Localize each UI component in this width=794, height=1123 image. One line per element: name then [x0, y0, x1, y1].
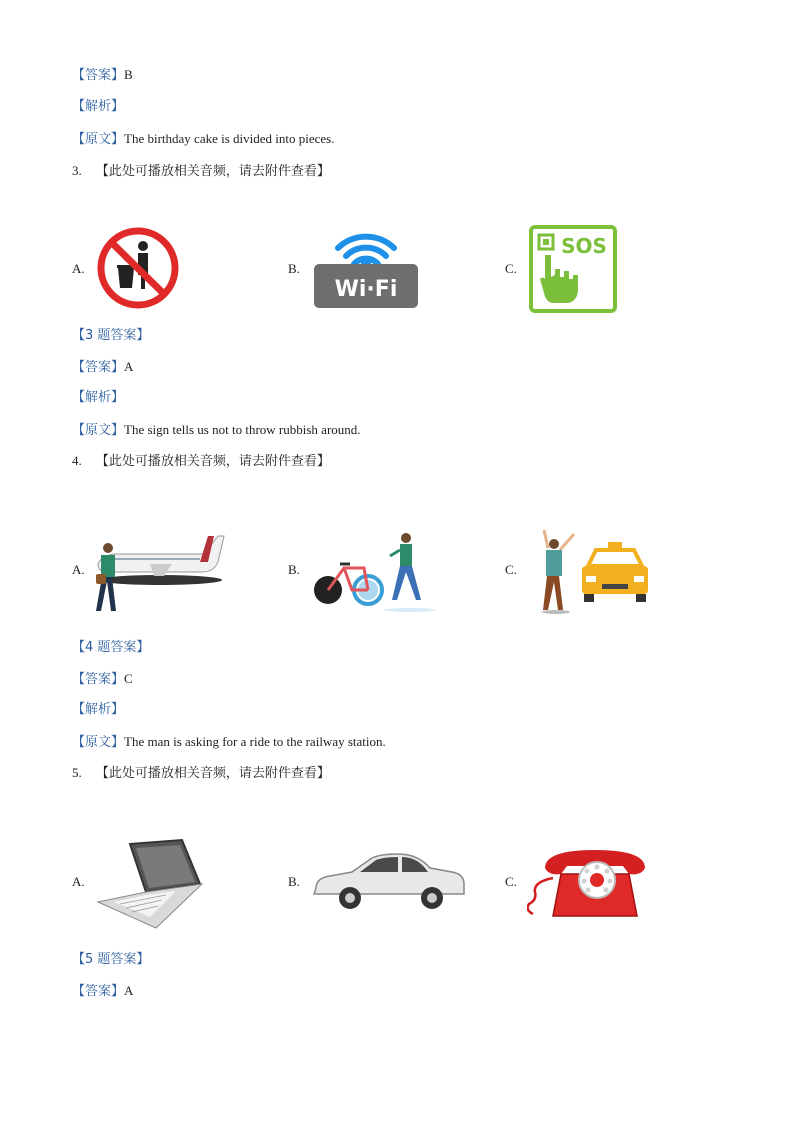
- answer-label: 【答案】: [72, 360, 125, 375]
- wifi-sign-icon: [312, 226, 420, 310]
- analysis-label: 【解析】: [72, 390, 125, 405]
- answer-header-4: [72, 639, 149, 657]
- audio-prompt: 【此处可播放相关音频，请去附件查看】: [95, 454, 330, 469]
- answer-header: 【4 题答案】: [72, 640, 150, 655]
- original-row-prev: [72, 130, 334, 149]
- analysis-row-3: [72, 389, 124, 407]
- bicycle-walker-icon: [310, 528, 440, 616]
- option-a-label: A.: [72, 261, 85, 276]
- original-label: 【原文】: [72, 423, 125, 438]
- answer-row-3: [72, 358, 133, 377]
- answer-row-4: [72, 670, 133, 689]
- laptop-icon: [96, 838, 204, 932]
- option-b-label: B.: [288, 562, 300, 577]
- original-row-4: [72, 733, 386, 752]
- analysis-row-4: [72, 701, 124, 719]
- option-b-label: B.: [288, 874, 300, 889]
- airplane-traveler-icon: [90, 528, 226, 618]
- option-a-label: A.: [72, 562, 85, 577]
- answer-value: A: [124, 359, 134, 374]
- answer-row-5: [72, 982, 133, 1001]
- option-c-label: C.: [505, 874, 517, 889]
- no-littering-icon: [96, 226, 180, 310]
- answer-label: 【答案】: [72, 672, 125, 687]
- analysis-row-prev: [72, 98, 124, 116]
- answer-header-3: [72, 327, 149, 345]
- answer-label: 【答案】: [72, 984, 125, 999]
- original-row-3: [72, 421, 361, 440]
- answer-label: 【答案】: [72, 68, 125, 83]
- wifi-text: Wi·Fi: [334, 277, 398, 302]
- analysis-label: 【解析】: [72, 702, 125, 717]
- question-4: [72, 452, 330, 471]
- sos-button-icon: [529, 225, 617, 313]
- analysis-label: 【解析】: [72, 99, 125, 114]
- answer-header: 【5 题答案】: [72, 952, 150, 967]
- original-label: 【原文】: [72, 132, 125, 147]
- original-text: The birthday cake is divided into pieces.: [124, 131, 335, 146]
- sos-text: SOS: [561, 234, 607, 258]
- car-icon: [312, 850, 466, 914]
- option-b-label: B.: [288, 261, 300, 276]
- audio-prompt: 【此处可播放相关音频，请去附件查看】: [95, 164, 330, 179]
- question-number: 3.: [72, 163, 82, 178]
- option-a-label: A.: [72, 874, 85, 889]
- original-text: The sign tells us not to throw rubbish around.: [124, 422, 361, 437]
- taxi-hailing-icon: [534, 526, 650, 618]
- audio-prompt: 【此处可播放相关音频，请去附件查看】: [95, 766, 330, 781]
- rotary-telephone-icon: [527, 846, 653, 920]
- question-5: [72, 764, 330, 783]
- question-number: 5.: [72, 765, 82, 780]
- option-c-label: C.: [505, 562, 517, 577]
- answer-header: 【3 题答案】: [72, 328, 150, 343]
- answer-header-5: [72, 951, 149, 969]
- question-3: [72, 162, 330, 181]
- answer-value: C: [124, 671, 133, 686]
- option-c-label: C.: [505, 261, 517, 276]
- answer-value: B: [124, 67, 133, 82]
- question-number: 4.: [72, 453, 82, 468]
- answer-row-prev: [72, 66, 133, 85]
- original-text: The man is asking for a ride to the railway station.: [124, 734, 386, 749]
- original-label: 【原文】: [72, 735, 125, 750]
- answer-value: A: [124, 983, 134, 998]
